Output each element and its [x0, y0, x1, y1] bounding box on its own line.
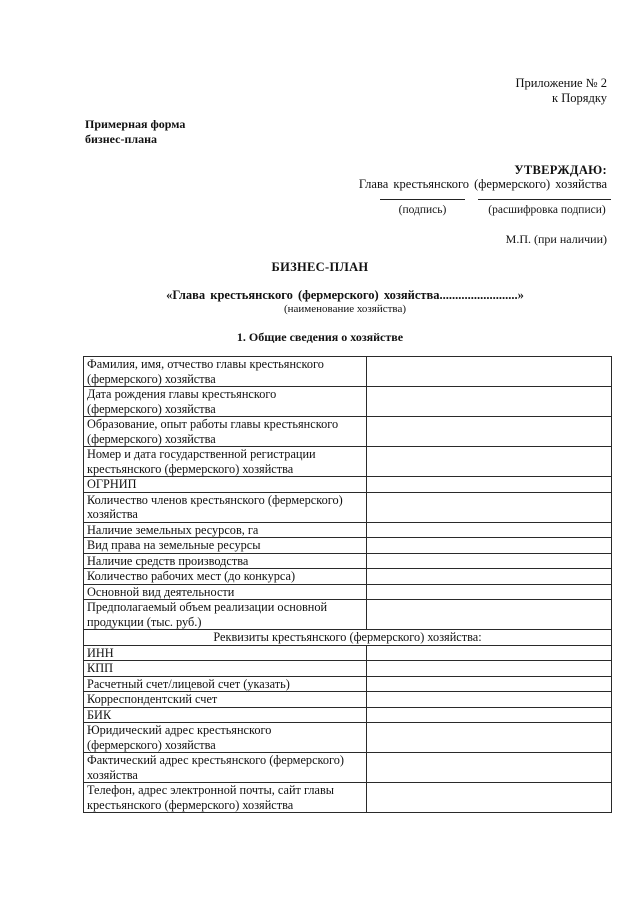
sample-form-line-2: бизнес-плана	[85, 132, 158, 146]
row-label	[84, 522, 367, 538]
business-name-caption: (наименование хозяйства)	[283, 303, 407, 315]
table-row	[84, 783, 612, 813]
table-row	[84, 387, 612, 417]
row-label	[84, 492, 367, 522]
approval-head-title: Глава крестьянского (фермерского) хозяйства	[358, 177, 607, 191]
row-label-line: Телефон, адрес электронной почты, сайт главы	[87, 783, 335, 797]
row-label	[84, 584, 367, 600]
row-label	[84, 661, 367, 677]
row-label	[84, 387, 367, 417]
row-label-line: БИК	[87, 707, 112, 722]
row-value-cell[interactable]	[367, 357, 612, 387]
document-title: БИЗНЕС-ПЛАН	[271, 260, 369, 274]
table-row	[84, 569, 612, 585]
row-label	[84, 417, 367, 447]
row-label-line: Дата рождения главы крестьянского	[87, 387, 277, 401]
row-label-line: (фермерского) хозяйства	[87, 737, 216, 752]
row-value-cell[interactable]	[367, 569, 612, 585]
row-label	[84, 645, 367, 661]
row-label-line: крестьянского (фермерского) хозяйства	[87, 797, 294, 812]
table-row	[84, 447, 612, 477]
table-row	[84, 492, 612, 522]
row-label	[84, 676, 367, 692]
row-label-line: Фактический адрес крестьянского (фермерского)	[87, 753, 345, 767]
row-label	[84, 569, 367, 585]
row-label-line: Наличие земельных ресурсов, га	[87, 522, 259, 537]
row-value-cell[interactable]	[367, 661, 612, 677]
row-label-line: крестьянского (фермерского) хозяйства	[87, 461, 294, 476]
row-label	[84, 538, 367, 554]
row-label	[84, 783, 367, 813]
row-value-cell[interactable]	[367, 783, 612, 813]
general-info-table	[83, 356, 612, 813]
row-value-cell[interactable]	[367, 553, 612, 569]
table-row	[84, 661, 612, 677]
table-row	[84, 357, 612, 387]
appendix-line-1: Приложение № 2	[515, 76, 607, 90]
section-title: 1. Общие сведения о хозяйстве	[236, 330, 404, 344]
requisites-header: Реквизиты крестьянского (фермерского) хозяйства:	[84, 630, 612, 646]
table-row	[84, 600, 612, 630]
signature-caption: (подпись)	[398, 204, 447, 216]
row-label	[84, 692, 367, 708]
table-row	[84, 707, 612, 723]
row-value-cell[interactable]	[367, 645, 612, 661]
appendix-note	[515, 76, 607, 106]
row-label-line: хозяйства	[87, 767, 138, 782]
row-label-line: Корреспондентский счет	[87, 692, 218, 706]
row-value-cell[interactable]	[367, 676, 612, 692]
row-label-line: Юридический адрес крестьянского	[87, 723, 272, 737]
signature-decoding-line	[478, 199, 611, 200]
row-value-cell[interactable]	[367, 584, 612, 600]
row-value-cell[interactable]	[367, 387, 612, 417]
row-label-line: КПП	[87, 661, 113, 675]
row-label	[84, 553, 367, 569]
table-row	[84, 723, 612, 753]
row-label	[84, 600, 367, 630]
row-label-line: продукции (тыс. руб.)	[87, 614, 202, 629]
signature-line	[380, 199, 465, 200]
row-label	[84, 357, 367, 387]
row-label	[84, 723, 367, 753]
row-label-line: (фермерского) хозяйства	[87, 401, 216, 416]
row-label	[84, 707, 367, 723]
row-label-line: Номер и дата государственной регистрации	[87, 447, 316, 461]
row-label-line: хозяйства	[87, 507, 138, 521]
row-label-line: (фермерского) хозяйства	[87, 371, 216, 386]
table-row	[84, 477, 612, 493]
table-row	[84, 584, 612, 600]
row-value-cell[interactable]	[367, 723, 612, 753]
row-label-line: Расчетный счет/лицевой счет (указать)	[87, 676, 290, 691]
row-label	[84, 477, 367, 493]
row-value-cell[interactable]	[367, 538, 612, 554]
table-row	[84, 753, 612, 783]
table-row	[84, 522, 612, 538]
row-value-cell[interactable]	[367, 492, 612, 522]
row-label-line: Предполагаемый объем реализации основной	[87, 600, 328, 614]
sample-form-label	[85, 117, 185, 147]
row-value-cell[interactable]	[367, 477, 612, 493]
signature-decoding-caption: (расшифровка подписи)	[488, 204, 606, 216]
row-label-line: ОГРНИП	[87, 477, 137, 491]
row-value-cell[interactable]	[367, 707, 612, 723]
appendix-line-2: к Порядку	[552, 91, 607, 105]
row-value-cell[interactable]	[367, 522, 612, 538]
row-value-cell[interactable]	[367, 447, 612, 477]
row-label	[84, 753, 367, 783]
table-row	[84, 538, 612, 554]
row-label-line: Количество рабочих мест (до конкурса)	[87, 569, 296, 583]
row-label	[84, 447, 367, 477]
table-row	[84, 645, 612, 661]
requisites-header-row	[84, 630, 612, 646]
row-label-line: Образование, опыт работы главы крестьянского	[87, 417, 339, 431]
table-row	[84, 692, 612, 708]
row-label-line: Основной вид деятельности	[87, 584, 235, 599]
row-label-line: Наличие средств производства	[87, 553, 249, 568]
row-value-cell[interactable]	[367, 753, 612, 783]
stamp-note: М.П. (при наличии)	[505, 232, 607, 246]
sample-form-line-1: Примерная форма	[85, 117, 186, 131]
row-label-line: ИНН	[87, 645, 114, 660]
row-label-line: Вид права на земельные ресурсы	[87, 538, 261, 552]
row-label-line: Фамилия, имя, отчество главы крестьянского	[87, 357, 324, 371]
business-name: «Глава крестьянского (фермерского) хозяйства.........................»	[166, 288, 524, 302]
row-value-cell[interactable]	[367, 692, 612, 708]
row-label-line: (фермерского) хозяйства	[87, 431, 216, 446]
table-row	[84, 676, 612, 692]
row-value-cell[interactable]	[367, 600, 612, 630]
table-row	[84, 553, 612, 569]
row-value-cell[interactable]	[367, 417, 612, 447]
table-row	[84, 417, 612, 447]
approval-title: УТВЕРЖДАЮ:	[514, 163, 607, 177]
row-label-line: Количество членов крестьянского (фермерского)	[87, 492, 343, 507]
